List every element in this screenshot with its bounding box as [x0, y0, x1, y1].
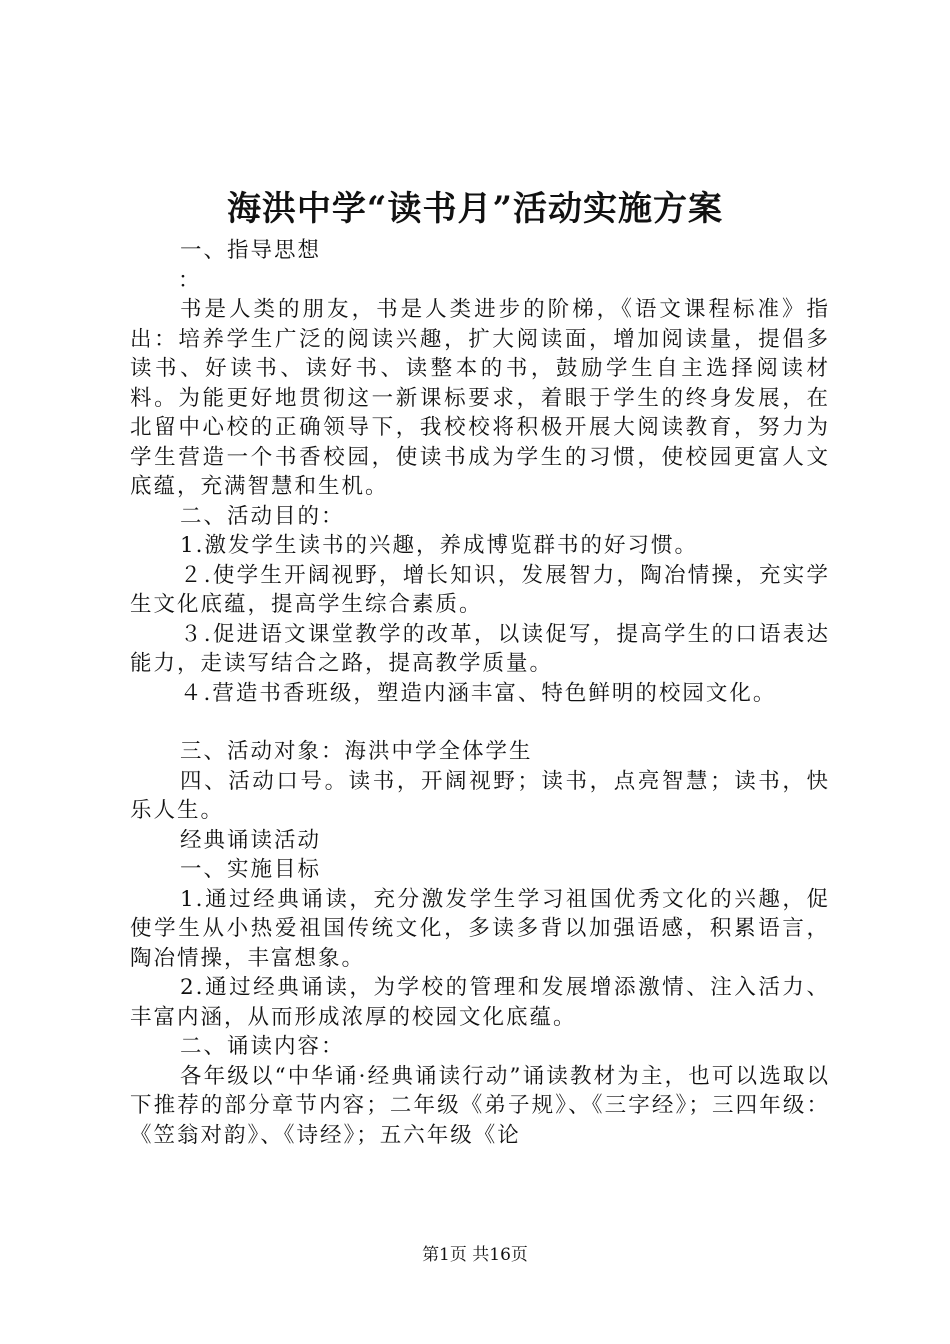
section-heading-purpose: 二、活动目的： — [180, 503, 345, 529]
purpose-item-3: ３.促进语文课堂教学的改革，以读促写，提高学生的口语表达能力，走读写结合之路，提高教学质量。 — [130, 621, 830, 676]
purpose-item-1: 1.激发学生读书的兴趣，养成博览群书的好习惯。 — [180, 533, 699, 558]
section-heading-slogan: 四、活动口号。读书，开阔视野；读书，点亮智慧；读书，快乐人生。 — [130, 768, 830, 823]
goal-item-2: 2.通过经典诵读，为学校的管理和发展增添激情、注入活力、丰富内涵，从而形成浓厚的校园文化底蕴。 — [130, 975, 830, 1030]
section-heading-content: 二、诵读内容： — [180, 1034, 345, 1059]
document-title: 海洪中学“读书月”活动实施方案 — [226, 189, 724, 229]
section-heading-guiding-idea: 一、指导思想 — [180, 238, 322, 263]
purpose-item-2: ２.使学生开阔视野，增长知识，发展智力，陶冶情操，充实学生文化底蕴，提高学生综合素质。 — [130, 562, 830, 617]
section-heading-goals: 一、实施目标 — [180, 857, 322, 882]
purpose-item-4: ４.营造书香班级，塑造内涵丰富、特色鲜明的校园文化。 — [180, 680, 777, 706]
paragraph-content: 各年级以“中华诵·经典诵读行动”诵读教材为主，也可以选取以下推荐的部分章节内容；二年级《弟子规》、《三字经》；三四年级：《笠翁对韵》、《诗经》；五六年级《论 — [130, 1063, 830, 1148]
subsection-title-classics: 经典诵读活动 — [180, 827, 322, 853]
stray-colon: ： — [178, 267, 202, 293]
section-heading-audience: 三、活动对象：海洪中学全体学生 — [180, 739, 533, 764]
goal-item-1: 1.通过经典诵读，充分激发学生学习祖国优秀文化的兴趣，促使学生从小热爱祖国传统文化，多读多背以加强语感，积累语言，陶冶情操，丰富想象。 — [130, 886, 830, 971]
page-number-footer: 第1页 共16页 — [422, 1245, 528, 1265]
paragraph-intro: 书是人类的朋友，书是人类进步的阶梯，《语文课程标准》指出：培养学生广泛的阅读兴趣，扩大阅读面，增加阅读量，提倡多读书、好读书、读好书、读整本的书，鼓励学生自主选择阅读材料。为能更好地贯彻这一新课标要求，着眼于学生的终身发展，在北留中心校的正确领导下，我校校将积极开展大阅读教育，努力为学生营造一个书香校园，使读书成为学生的习惯，使校园更富人文底蕴，充满智慧和生机。 — [130, 297, 830, 499]
document-body — [130, 236, 830, 1150]
